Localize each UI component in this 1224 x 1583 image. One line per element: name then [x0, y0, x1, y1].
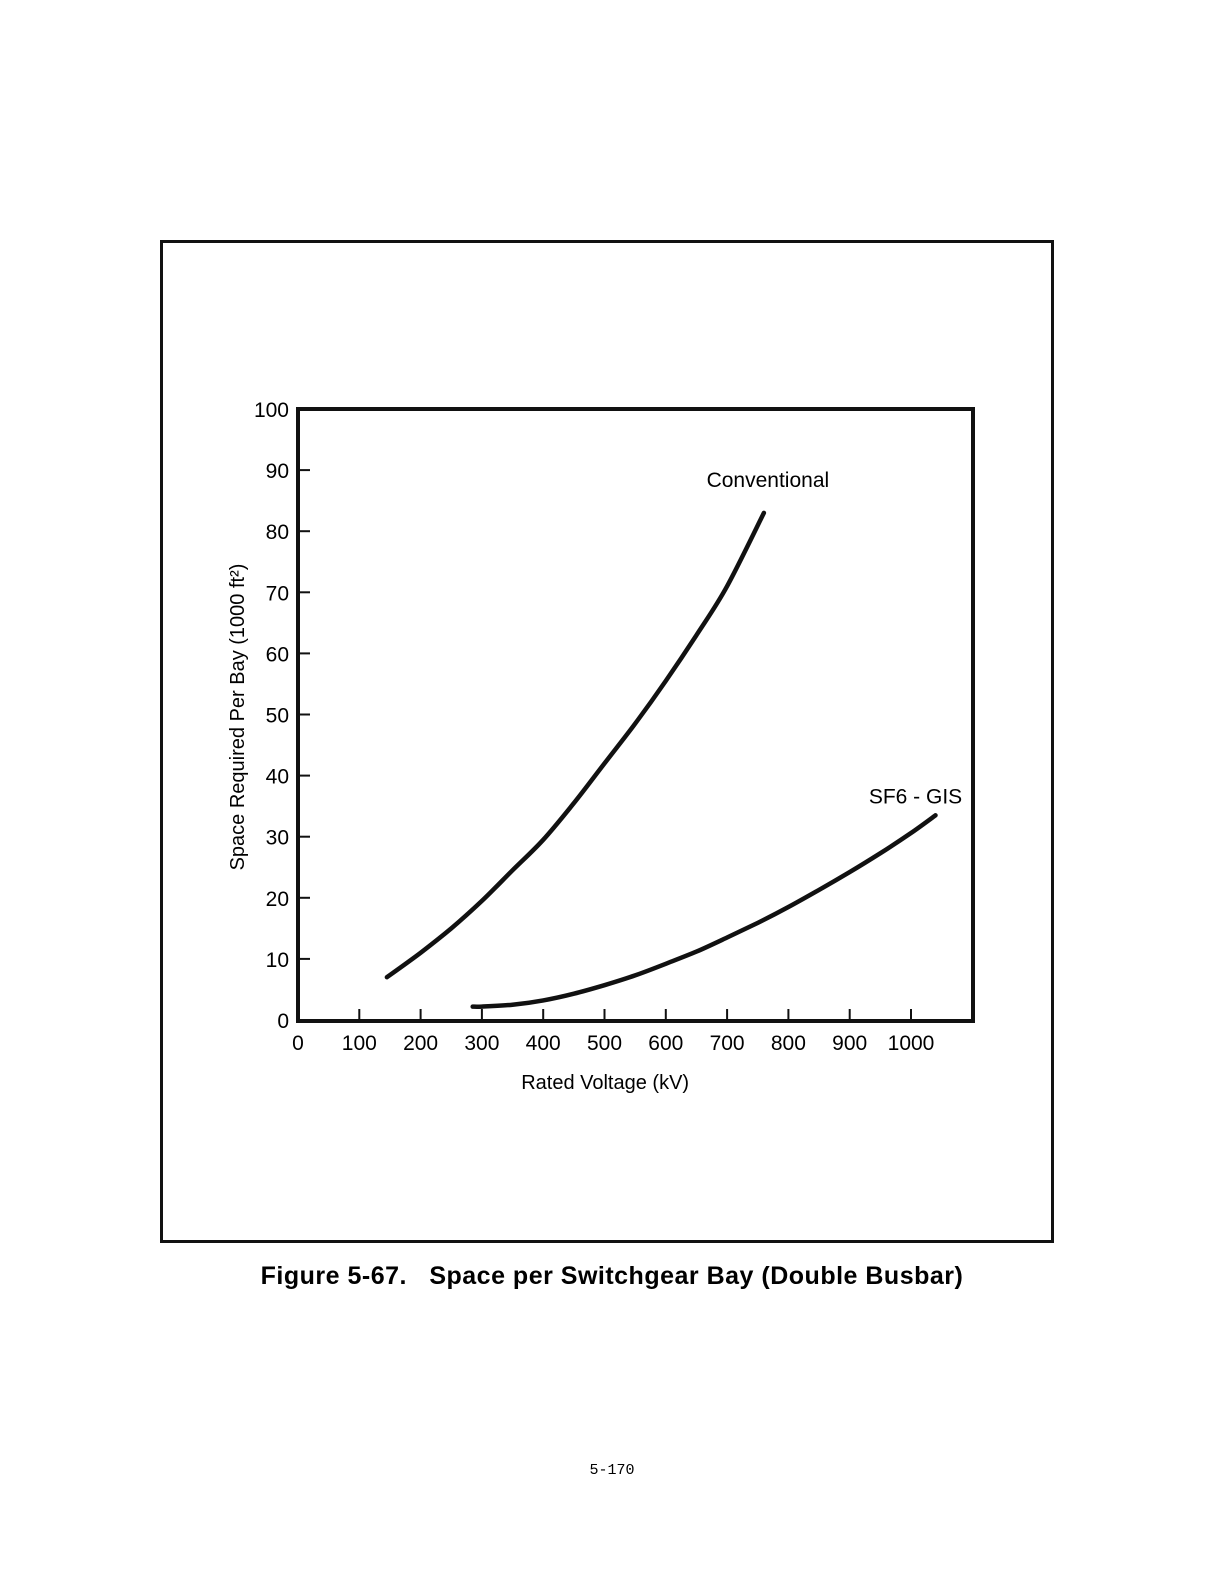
y-tick-label: 100	[253, 399, 289, 422]
x-tick-label: 300	[464, 1032, 500, 1055]
page-number: 5-170	[589, 1462, 635, 1479]
series-label-sf6-gis: SF6 - GIS	[868, 785, 963, 809]
x-tick-label: 0	[292, 1032, 304, 1055]
plot-border	[298, 409, 973, 1021]
x-tick-label: 600	[648, 1032, 684, 1055]
y-tick-label: 90	[265, 460, 289, 484]
chart-labels	[227, 469, 962, 1094]
x-tick-label: 400	[525, 1032, 561, 1055]
series-lines	[387, 513, 936, 1007]
x-axis-label: Rated Voltage (kV)	[521, 1072, 690, 1094]
x-tick-label: 700	[709, 1032, 745, 1055]
figure-caption: Figure 5-67. Space per Switchgear Bay (Double Busbar)	[260, 1262, 964, 1290]
y-axis-label: Space Required Per Bay (1000 ft²)	[227, 563, 249, 871]
series-line-conventional	[387, 513, 764, 977]
y-tick-label: 30	[265, 826, 289, 850]
y-tick-label: 10	[265, 948, 289, 972]
y-tick-label: 50	[265, 704, 289, 728]
plot-area	[298, 409, 973, 1021]
x-tick-label: 200	[403, 1032, 439, 1055]
x-tick-label: 500	[586, 1032, 623, 1055]
series-label-conventional: Conventional	[706, 468, 830, 492]
y-tick-label: 40	[265, 765, 289, 789]
ticks	[254, 399, 934, 1055]
y-tick-label: 0	[277, 1010, 289, 1033]
y-tick-label: 70	[265, 582, 289, 606]
x-tick-label: 800	[770, 1032, 806, 1055]
x-tick-label: 900	[832, 1032, 868, 1055]
y-tick-label: 60	[265, 643, 289, 667]
y-tick-label: 20	[265, 887, 289, 911]
y-tick-label: 80	[265, 521, 289, 545]
x-tick-label: 1000	[887, 1032, 935, 1055]
x-tick-label: 100	[341, 1032, 377, 1055]
